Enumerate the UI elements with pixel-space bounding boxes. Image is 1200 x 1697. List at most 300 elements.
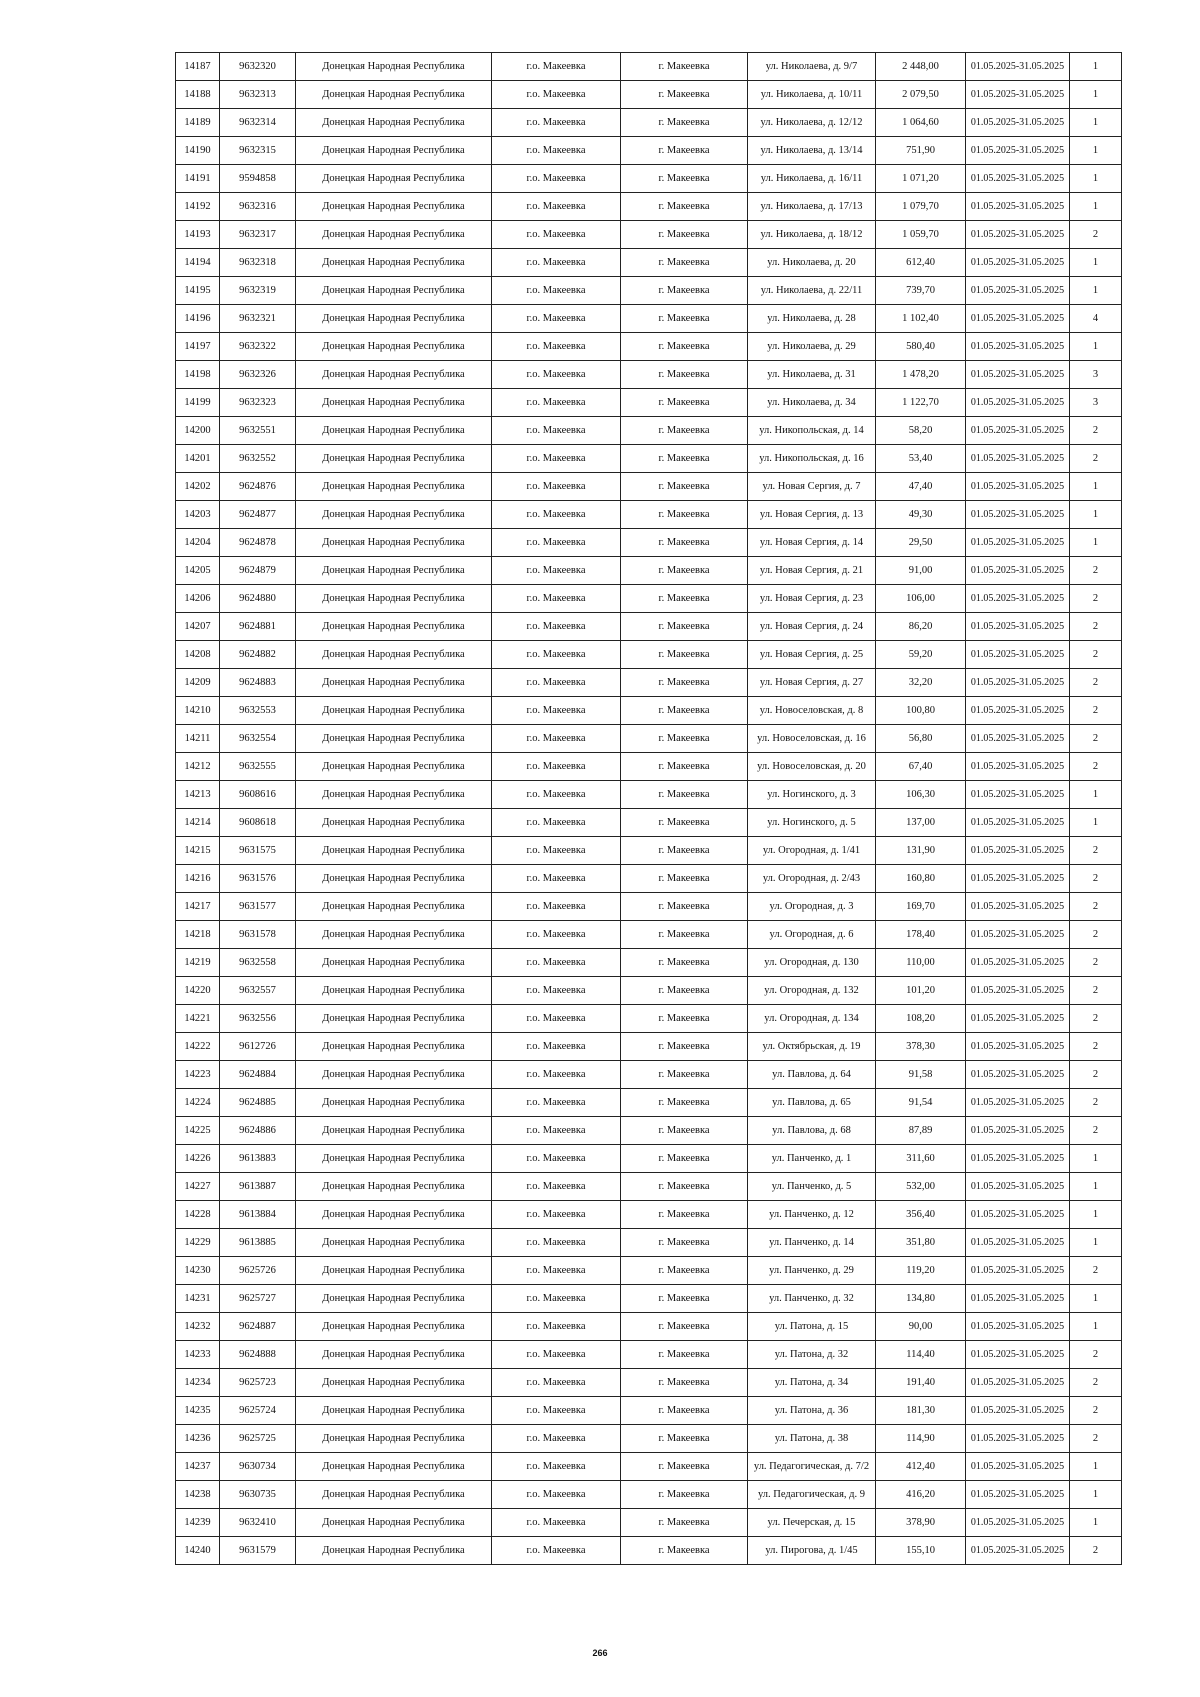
period-cell: 01.05.2025-31.05.2025 xyxy=(966,1117,1070,1145)
district-cell: г.о. Макеевка xyxy=(492,893,621,921)
count-cell: 1 xyxy=(1070,1313,1122,1341)
address-cell: ул. Новая Сергия, д. 25 xyxy=(748,641,876,669)
row-number-cell: 14217 xyxy=(176,893,220,921)
table-row xyxy=(176,473,1122,501)
count-cell: 1 xyxy=(1070,81,1122,109)
address-cell: ул. Новая Сергия, д. 27 xyxy=(748,669,876,697)
district-cell: г.о. Макеевка xyxy=(492,389,621,417)
object-code-cell: 9632321 xyxy=(220,305,296,333)
district-cell: г.о. Макеевка xyxy=(492,473,621,501)
district-cell: г.о. Макеевка xyxy=(492,361,621,389)
city-cell: г. Макеевка xyxy=(621,249,748,277)
period-cell: 01.05.2025-31.05.2025 xyxy=(966,361,1070,389)
table-row xyxy=(176,1229,1122,1257)
district-cell: г.о. Макеевка xyxy=(492,1145,621,1173)
table-body xyxy=(176,53,1122,1565)
object-code-cell: 9632555 xyxy=(220,753,296,781)
city-cell: г. Макеевка xyxy=(621,977,748,1005)
period-cell: 01.05.2025-31.05.2025 xyxy=(966,1145,1070,1173)
period-cell: 01.05.2025-31.05.2025 xyxy=(966,1369,1070,1397)
table-row xyxy=(176,893,1122,921)
area-cell: 1 064,60 xyxy=(876,109,966,137)
address-cell: ул. Патона, д. 15 xyxy=(748,1313,876,1341)
object-code-cell: 9625724 xyxy=(220,1397,296,1425)
region-cell: Донецкая Народная Республика xyxy=(296,305,492,333)
count-cell: 1 xyxy=(1070,529,1122,557)
row-number-cell: 14227 xyxy=(176,1173,220,1201)
area-cell: 2 448,00 xyxy=(876,53,966,81)
row-number-cell: 14197 xyxy=(176,333,220,361)
count-cell: 1 xyxy=(1070,1481,1122,1509)
region-cell: Донецкая Народная Республика xyxy=(296,277,492,305)
region-cell: Донецкая Народная Республика xyxy=(296,781,492,809)
row-number-cell: 14202 xyxy=(176,473,220,501)
area-cell: 101,20 xyxy=(876,977,966,1005)
table-row xyxy=(176,333,1122,361)
city-cell: г. Макеевка xyxy=(621,1257,748,1285)
period-cell: 01.05.2025-31.05.2025 xyxy=(966,1509,1070,1537)
address-cell: ул. Николаева, д. 18/12 xyxy=(748,221,876,249)
district-cell: г.о. Макеевка xyxy=(492,81,621,109)
district-cell: г.о. Макеевка xyxy=(492,193,621,221)
city-cell: г. Макеевка xyxy=(621,1117,748,1145)
count-cell: 2 xyxy=(1070,1341,1122,1369)
region-cell: Донецкая Народная Республика xyxy=(296,193,492,221)
object-code-cell: 9608616 xyxy=(220,781,296,809)
object-code-cell: 9624885 xyxy=(220,1089,296,1117)
period-cell: 01.05.2025-31.05.2025 xyxy=(966,53,1070,81)
table-row xyxy=(176,417,1122,445)
row-number-cell: 14212 xyxy=(176,753,220,781)
address-cell: ул. Николаева, д. 29 xyxy=(748,333,876,361)
district-cell: г.о. Макеевка xyxy=(492,501,621,529)
city-cell: г. Макеевка xyxy=(621,1173,748,1201)
area-cell: 110,00 xyxy=(876,949,966,977)
table-row xyxy=(176,389,1122,417)
row-number-cell: 14193 xyxy=(176,221,220,249)
row-number-cell: 14221 xyxy=(176,1005,220,1033)
address-cell: ул. Новая Сергия, д. 24 xyxy=(748,613,876,641)
object-code-cell: 9630734 xyxy=(220,1453,296,1481)
period-cell: 01.05.2025-31.05.2025 xyxy=(966,669,1070,697)
region-cell: Донецкая Народная Республика xyxy=(296,137,492,165)
area-cell: 1 102,40 xyxy=(876,305,966,333)
object-code-cell: 9624883 xyxy=(220,669,296,697)
city-cell: г. Макеевка xyxy=(621,529,748,557)
region-cell: Донецкая Народная Республика xyxy=(296,697,492,725)
row-number-cell: 14223 xyxy=(176,1061,220,1089)
district-cell: г.о. Макеевка xyxy=(492,445,621,473)
row-number-cell: 14233 xyxy=(176,1341,220,1369)
count-cell: 1 xyxy=(1070,1201,1122,1229)
object-code-cell: 9632316 xyxy=(220,193,296,221)
area-cell: 53,40 xyxy=(876,445,966,473)
period-cell: 01.05.2025-31.05.2025 xyxy=(966,193,1070,221)
region-cell: Донецкая Народная Республика xyxy=(296,1285,492,1313)
row-number-cell: 14213 xyxy=(176,781,220,809)
object-code-cell: 9630735 xyxy=(220,1481,296,1509)
region-cell: Донецкая Народная Республика xyxy=(296,977,492,1005)
area-cell: 351,80 xyxy=(876,1229,966,1257)
row-number-cell: 14214 xyxy=(176,809,220,837)
district-cell: г.о. Макеевка xyxy=(492,1033,621,1061)
city-cell: г. Макеевка xyxy=(621,669,748,697)
area-cell: 106,30 xyxy=(876,781,966,809)
object-code-cell: 9608618 xyxy=(220,809,296,837)
table-row xyxy=(176,137,1122,165)
district-cell: г.о. Макеевка xyxy=(492,1005,621,1033)
district-cell: г.о. Макеевка xyxy=(492,1201,621,1229)
district-cell: г.о. Макеевка xyxy=(492,1089,621,1117)
area-cell: 412,40 xyxy=(876,1453,966,1481)
address-cell: ул. Николаева, д. 22/11 xyxy=(748,277,876,305)
address-cell: ул. Павлова, д. 65 xyxy=(748,1089,876,1117)
period-cell: 01.05.2025-31.05.2025 xyxy=(966,1537,1070,1565)
row-number-cell: 14224 xyxy=(176,1089,220,1117)
row-number-cell: 14195 xyxy=(176,277,220,305)
table-row xyxy=(176,1173,1122,1201)
period-cell: 01.05.2025-31.05.2025 xyxy=(966,781,1070,809)
address-cell: ул. Огородная, д. 1/41 xyxy=(748,837,876,865)
period-cell: 01.05.2025-31.05.2025 xyxy=(966,613,1070,641)
district-cell: г.о. Макеевка xyxy=(492,725,621,753)
city-cell: г. Макеевка xyxy=(621,1201,748,1229)
area-cell: 29,50 xyxy=(876,529,966,557)
count-cell: 2 xyxy=(1070,949,1122,977)
city-cell: г. Макеевка xyxy=(621,1229,748,1257)
address-cell: ул. Никопольская, д. 16 xyxy=(748,445,876,473)
period-cell: 01.05.2025-31.05.2025 xyxy=(966,165,1070,193)
district-cell: г.о. Макеевка xyxy=(492,1061,621,1089)
object-code-cell: 9625725 xyxy=(220,1425,296,1453)
city-cell: г. Макеевка xyxy=(621,1369,748,1397)
area-cell: 191,40 xyxy=(876,1369,966,1397)
period-cell: 01.05.2025-31.05.2025 xyxy=(966,1061,1070,1089)
object-code-cell: 9624877 xyxy=(220,501,296,529)
address-cell: ул. Панченко, д. 5 xyxy=(748,1173,876,1201)
row-number-cell: 14196 xyxy=(176,305,220,333)
area-cell: 100,80 xyxy=(876,697,966,725)
area-cell: 119,20 xyxy=(876,1257,966,1285)
address-cell: ул. Новая Сергия, д. 14 xyxy=(748,529,876,557)
count-cell: 2 xyxy=(1070,445,1122,473)
region-cell: Донецкая Народная Республика xyxy=(296,53,492,81)
table-row xyxy=(176,1061,1122,1089)
table-row xyxy=(176,305,1122,333)
district-cell: г.о. Макеевка xyxy=(492,1453,621,1481)
city-cell: г. Макеевка xyxy=(621,893,748,921)
table-row xyxy=(176,1201,1122,1229)
city-cell: г. Макеевка xyxy=(621,1481,748,1509)
object-code-cell: 9624888 xyxy=(220,1341,296,1369)
count-cell: 2 xyxy=(1070,1061,1122,1089)
district-cell: г.о. Макеевка xyxy=(492,165,621,193)
row-number-cell: 14237 xyxy=(176,1453,220,1481)
city-cell: г. Макеевка xyxy=(621,1285,748,1313)
address-cell: ул. Октябрьская, д. 19 xyxy=(748,1033,876,1061)
district-cell: г.о. Макеевка xyxy=(492,809,621,837)
count-cell: 2 xyxy=(1070,641,1122,669)
row-number-cell: 14234 xyxy=(176,1369,220,1397)
address-cell: ул. Огородная, д. 3 xyxy=(748,893,876,921)
table-row xyxy=(176,753,1122,781)
region-cell: Донецкая Народная Республика xyxy=(296,865,492,893)
table-row xyxy=(176,781,1122,809)
row-number-cell: 14215 xyxy=(176,837,220,865)
period-cell: 01.05.2025-31.05.2025 xyxy=(966,109,1070,137)
city-cell: г. Макеевка xyxy=(621,1005,748,1033)
table-row xyxy=(176,1481,1122,1509)
period-cell: 01.05.2025-31.05.2025 xyxy=(966,277,1070,305)
object-code-cell: 9625723 xyxy=(220,1369,296,1397)
region-cell: Донецкая Народная Республика xyxy=(296,641,492,669)
city-cell: г. Макеевка xyxy=(621,109,748,137)
row-number-cell: 14232 xyxy=(176,1313,220,1341)
city-cell: г. Макеевка xyxy=(621,837,748,865)
district-cell: г.о. Макеевка xyxy=(492,753,621,781)
address-cell: ул. Николаева, д. 10/11 xyxy=(748,81,876,109)
address-cell: ул. Новая Сергия, д. 23 xyxy=(748,585,876,613)
row-number-cell: 14208 xyxy=(176,641,220,669)
city-cell: г. Макеевка xyxy=(621,1397,748,1425)
area-cell: 56,80 xyxy=(876,725,966,753)
count-cell: 1 xyxy=(1070,109,1122,137)
address-cell: ул. Никопольская, д. 14 xyxy=(748,417,876,445)
area-cell: 108,20 xyxy=(876,1005,966,1033)
count-cell: 1 xyxy=(1070,277,1122,305)
district-cell: г.о. Макеевка xyxy=(492,837,621,865)
city-cell: г. Макеевка xyxy=(621,585,748,613)
area-cell: 178,40 xyxy=(876,921,966,949)
count-cell: 3 xyxy=(1070,389,1122,417)
city-cell: г. Макеевка xyxy=(621,333,748,361)
table-row xyxy=(176,361,1122,389)
region-cell: Донецкая Народная Республика xyxy=(296,809,492,837)
region-cell: Донецкая Народная Республика xyxy=(296,613,492,641)
table-row xyxy=(176,921,1122,949)
row-number-cell: 14207 xyxy=(176,613,220,641)
district-cell: г.о. Макеевка xyxy=(492,1117,621,1145)
district-cell: г.о. Макеевка xyxy=(492,249,621,277)
row-number-cell: 14191 xyxy=(176,165,220,193)
address-cell: ул. Патона, д. 38 xyxy=(748,1425,876,1453)
row-number-cell: 14225 xyxy=(176,1117,220,1145)
area-cell: 58,20 xyxy=(876,417,966,445)
row-number-cell: 14192 xyxy=(176,193,220,221)
object-code-cell: 9624876 xyxy=(220,473,296,501)
period-cell: 01.05.2025-31.05.2025 xyxy=(966,977,1070,1005)
table-row xyxy=(176,1341,1122,1369)
period-cell: 01.05.2025-31.05.2025 xyxy=(966,1257,1070,1285)
area-cell: 131,90 xyxy=(876,837,966,865)
district-cell: г.о. Макеевка xyxy=(492,697,621,725)
city-cell: г. Макеевка xyxy=(621,809,748,837)
address-cell: ул. Николаева, д. 17/13 xyxy=(748,193,876,221)
table-row xyxy=(176,1425,1122,1453)
count-cell: 1 xyxy=(1070,193,1122,221)
object-code-cell: 9632313 xyxy=(220,81,296,109)
area-cell: 114,90 xyxy=(876,1425,966,1453)
period-cell: 01.05.2025-31.05.2025 xyxy=(966,1033,1070,1061)
object-code-cell: 9631579 xyxy=(220,1537,296,1565)
count-cell: 2 xyxy=(1070,585,1122,613)
period-cell: 01.05.2025-31.05.2025 xyxy=(966,1005,1070,1033)
city-cell: г. Макеевка xyxy=(621,221,748,249)
district-cell: г.о. Макеевка xyxy=(492,529,621,557)
object-code-cell: 9613883 xyxy=(220,1145,296,1173)
object-code-cell: 9613887 xyxy=(220,1173,296,1201)
city-cell: г. Макеевка xyxy=(621,1341,748,1369)
region-cell: Донецкая Народная Республика xyxy=(296,1509,492,1537)
object-code-cell: 9613885 xyxy=(220,1229,296,1257)
period-cell: 01.05.2025-31.05.2025 xyxy=(966,1201,1070,1229)
area-cell: 1 059,70 xyxy=(876,221,966,249)
object-code-cell: 9632410 xyxy=(220,1509,296,1537)
count-cell: 1 xyxy=(1070,501,1122,529)
count-cell: 2 xyxy=(1070,977,1122,1005)
address-cell: ул. Николаева, д. 34 xyxy=(748,389,876,417)
object-code-cell: 9624886 xyxy=(220,1117,296,1145)
count-cell: 2 xyxy=(1070,725,1122,753)
region-cell: Донецкая Народная Республика xyxy=(296,529,492,557)
city-cell: г. Макеевка xyxy=(621,557,748,585)
region-cell: Донецкая Народная Республика xyxy=(296,1201,492,1229)
object-code-cell: 9632322 xyxy=(220,333,296,361)
count-cell: 1 xyxy=(1070,1145,1122,1173)
area-cell: 91,00 xyxy=(876,557,966,585)
row-number-cell: 14187 xyxy=(176,53,220,81)
district-cell: г.о. Макеевка xyxy=(492,781,621,809)
period-cell: 01.05.2025-31.05.2025 xyxy=(966,697,1070,725)
object-code-cell: 9632319 xyxy=(220,277,296,305)
city-cell: г. Макеевка xyxy=(621,193,748,221)
region-cell: Донецкая Народная Республика xyxy=(296,1033,492,1061)
object-code-cell: 9613884 xyxy=(220,1201,296,1229)
row-number-cell: 14231 xyxy=(176,1285,220,1313)
object-code-cell: 9632318 xyxy=(220,249,296,277)
object-code-cell: 9594858 xyxy=(220,165,296,193)
area-cell: 134,80 xyxy=(876,1285,966,1313)
object-code-cell: 9624887 xyxy=(220,1313,296,1341)
row-number-cell: 14222 xyxy=(176,1033,220,1061)
count-cell: 2 xyxy=(1070,417,1122,445)
district-cell: г.о. Макеевка xyxy=(492,641,621,669)
area-cell: 378,90 xyxy=(876,1509,966,1537)
count-cell: 2 xyxy=(1070,1369,1122,1397)
table-row xyxy=(176,949,1122,977)
count-cell: 1 xyxy=(1070,249,1122,277)
district-cell: г.о. Макеевка xyxy=(492,1229,621,1257)
address-cell: ул. Николаева, д. 31 xyxy=(748,361,876,389)
region-cell: Донецкая Народная Республика xyxy=(296,921,492,949)
count-cell: 2 xyxy=(1070,669,1122,697)
row-number-cell: 14210 xyxy=(176,697,220,725)
table-row xyxy=(176,1145,1122,1173)
count-cell: 2 xyxy=(1070,1425,1122,1453)
period-cell: 01.05.2025-31.05.2025 xyxy=(966,557,1070,585)
table-row xyxy=(176,809,1122,837)
row-number-cell: 14204 xyxy=(176,529,220,557)
area-cell: 169,70 xyxy=(876,893,966,921)
period-cell: 01.05.2025-31.05.2025 xyxy=(966,753,1070,781)
region-cell: Донецкая Народная Республика xyxy=(296,1397,492,1425)
area-cell: 311,60 xyxy=(876,1145,966,1173)
district-cell: г.о. Макеевка xyxy=(492,1341,621,1369)
count-cell: 1 xyxy=(1070,1173,1122,1201)
city-cell: г. Макеевка xyxy=(621,1425,748,1453)
region-cell: Донецкая Народная Республика xyxy=(296,1481,492,1509)
count-cell: 2 xyxy=(1070,613,1122,641)
city-cell: г. Макеевка xyxy=(621,725,748,753)
area-cell: 532,00 xyxy=(876,1173,966,1201)
region-cell: Донецкая Народная Республика xyxy=(296,1061,492,1089)
address-cell: ул. Панченко, д. 14 xyxy=(748,1229,876,1257)
area-cell: 1 071,20 xyxy=(876,165,966,193)
table-row xyxy=(176,865,1122,893)
area-cell: 751,90 xyxy=(876,137,966,165)
area-cell: 47,40 xyxy=(876,473,966,501)
address-cell: ул. Огородная, д. 134 xyxy=(748,1005,876,1033)
district-cell: г.о. Макеевка xyxy=(492,921,621,949)
region-cell: Донецкая Народная Республика xyxy=(296,221,492,249)
region-cell: Донецкая Народная Республика xyxy=(296,837,492,865)
row-number-cell: 14209 xyxy=(176,669,220,697)
period-cell: 01.05.2025-31.05.2025 xyxy=(966,1425,1070,1453)
object-code-cell: 9624881 xyxy=(220,613,296,641)
object-code-cell: 9612726 xyxy=(220,1033,296,1061)
address-cell: ул. Пирогова, д. 1/45 xyxy=(748,1537,876,1565)
table-row xyxy=(176,501,1122,529)
table-row xyxy=(176,277,1122,305)
region-cell: Донецкая Народная Республика xyxy=(296,1117,492,1145)
count-cell: 1 xyxy=(1070,781,1122,809)
area-cell: 580,40 xyxy=(876,333,966,361)
region-cell: Донецкая Народная Республика xyxy=(296,445,492,473)
city-cell: г. Макеевка xyxy=(621,305,748,333)
district-cell: г.о. Макеевка xyxy=(492,1425,621,1453)
district-cell: г.о. Макеевка xyxy=(492,1509,621,1537)
count-cell: 2 xyxy=(1070,1537,1122,1565)
object-code-cell: 9632320 xyxy=(220,53,296,81)
address-cell: ул. Новоселовская, д. 16 xyxy=(748,725,876,753)
region-cell: Донецкая Народная Республика xyxy=(296,361,492,389)
row-number-cell: 14219 xyxy=(176,949,220,977)
table-row xyxy=(176,221,1122,249)
city-cell: г. Макеевка xyxy=(621,501,748,529)
row-number-cell: 14240 xyxy=(176,1537,220,1565)
object-code-cell: 9631575 xyxy=(220,837,296,865)
area-cell: 612,40 xyxy=(876,249,966,277)
period-cell: 01.05.2025-31.05.2025 xyxy=(966,1285,1070,1313)
row-number-cell: 14198 xyxy=(176,361,220,389)
table-row xyxy=(176,529,1122,557)
table-row xyxy=(176,557,1122,585)
city-cell: г. Макеевка xyxy=(621,53,748,81)
row-number-cell: 14201 xyxy=(176,445,220,473)
district-cell: г.о. Макеевка xyxy=(492,53,621,81)
address-cell: ул. Николаева, д. 28 xyxy=(748,305,876,333)
district-cell: г.о. Макеевка xyxy=(492,613,621,641)
city-cell: г. Макеевка xyxy=(621,753,748,781)
count-cell: 1 xyxy=(1070,137,1122,165)
address-cell: ул. Николаева, д. 12/12 xyxy=(748,109,876,137)
records-table xyxy=(175,52,1122,1565)
row-number-cell: 14206 xyxy=(176,585,220,613)
row-number-cell: 14194 xyxy=(176,249,220,277)
address-cell: ул. Панченко, д. 29 xyxy=(748,1257,876,1285)
period-cell: 01.05.2025-31.05.2025 xyxy=(966,865,1070,893)
count-cell: 3 xyxy=(1070,361,1122,389)
